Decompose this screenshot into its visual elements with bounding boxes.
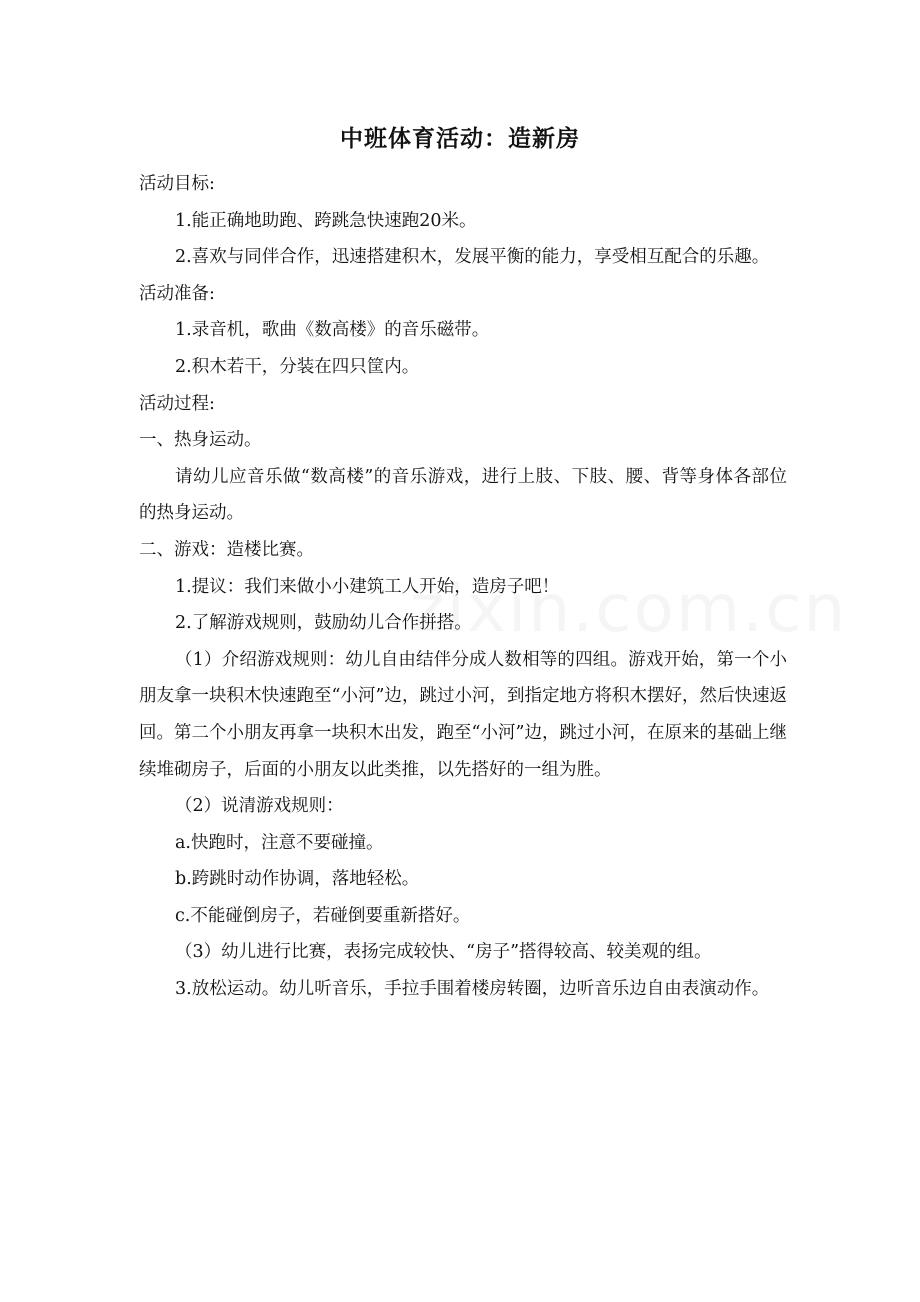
- step-item-3: 3.放松运动。幼儿听音乐，手拉手围着楼房转圈，边听音乐边自由表演动作。: [175, 979, 770, 1000]
- prep-heading: 活动准备:: [139, 283, 215, 304]
- section-heading-2: 二、游戏：造楼比赛。: [139, 539, 314, 560]
- rule-item-2: （2）说清游戏规则：: [175, 796, 344, 817]
- rule-item-a: a.快跑时，注意不要碰撞。: [175, 832, 384, 853]
- step-item-2: 2.了解游戏规则，鼓励幼儿合作拼搭。: [175, 613, 472, 634]
- document-title: 中班体育活动：造新房: [340, 126, 580, 152]
- section-1-paragraph: 请幼儿应音乐做“数高楼”的音乐游戏，进行上肢、下肢、腰、背等身体各部位的热身运动。: [139, 466, 787, 524]
- goal-heading: 活动目标:: [139, 174, 215, 194]
- section-heading-1: 一、热身运动。: [139, 430, 262, 451]
- process-heading: 活动过程:: [139, 393, 215, 414]
- goal-item-1: 1.能正确地助跑、跨跳急快速跑20米。: [175, 210, 477, 231]
- goal-item-2: 2.喜欢与同伴合作，迅速搭建积木，发展平衡的能力，享受相互配合的乐趣。: [175, 247, 770, 268]
- step-item-1: 1.提议：我们来做小小建筑工人开始，造房子吧！: [175, 576, 560, 597]
- document-body: [139, 166, 787, 1008]
- prep-item-1: 1.录音机，歌曲《数高楼》的音乐磁带。: [175, 320, 490, 341]
- rule-paragraph-1: （1）介绍游戏规则：幼儿自由结伴分成人数相等的四组。游戏开始，第一个小朋友拿一块积木快速跑至“小河”边，跳过小河，到指定地方将积木摆好，然后快速返回。第二个小朋友再拿一块积木出发，跑至“小河”边，跳过小河，在原来的基础上继续堆砌房子，后面的小朋友以此类推，以先搭好的一组为胜。: [139, 649, 787, 780]
- rule-item-3: （3）幼儿进行比赛，表扬完成较快、“房子”搭得较高、较美观的组。: [175, 942, 712, 963]
- rule-item-b: b.跨跳时动作协调，落地轻松。: [175, 869, 420, 890]
- prep-item-2: 2.积木若干，分装在四只筐内。: [175, 356, 420, 377]
- rule-item-c: c.不能碰倒房子，若碰倒要重新搭好。: [175, 905, 471, 926]
